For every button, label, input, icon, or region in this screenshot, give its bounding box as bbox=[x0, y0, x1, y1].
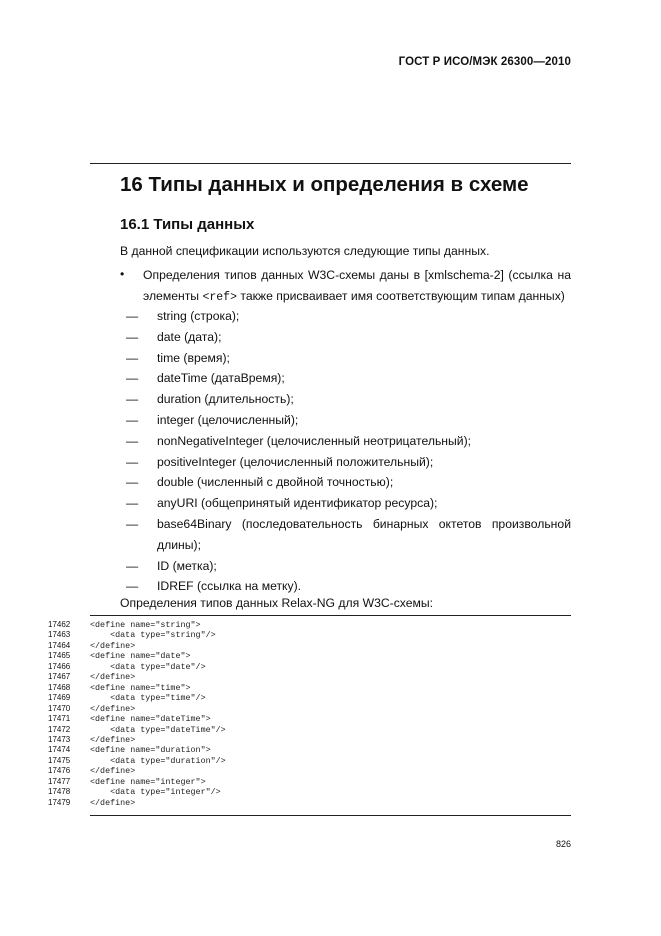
code-line bbox=[48, 787, 571, 797]
document-header: ГОСТ Р ИСО/МЭК 26300—2010 bbox=[398, 56, 571, 68]
list-item bbox=[126, 410, 571, 431]
list-item-text: IDREF (ссылка на метку). bbox=[157, 579, 302, 594]
code-text: <define name="dateTime"> bbox=[90, 714, 211, 725]
code-line bbox=[48, 735, 571, 745]
dash-marker: — bbox=[126, 496, 139, 511]
code-text: </define> bbox=[90, 640, 136, 651]
line-number: 17469 bbox=[48, 693, 71, 703]
code-line bbox=[48, 630, 571, 640]
dash-marker: — bbox=[126, 412, 139, 427]
dash-marker: — bbox=[126, 433, 139, 448]
dash-marker: — bbox=[126, 475, 139, 490]
code-line bbox=[48, 745, 571, 755]
code-text: <data type="date"/> bbox=[90, 661, 206, 672]
code-listing bbox=[48, 620, 571, 808]
code-text: <define name="string"> bbox=[90, 620, 201, 630]
code-text: <data type="integer"/> bbox=[90, 787, 221, 798]
dash-marker: — bbox=[126, 579, 139, 594]
section-title: 16 Типы данных и определения в схеме bbox=[120, 173, 529, 196]
list-item-text: date (дата); bbox=[157, 329, 222, 344]
intro-paragraph: В данной спецификации используются следующие типы данных. bbox=[120, 244, 490, 258]
line-number: 17465 bbox=[48, 651, 71, 661]
data-types-list bbox=[126, 306, 571, 597]
code-line bbox=[48, 662, 571, 672]
line-number: 17475 bbox=[48, 755, 71, 765]
list-item bbox=[126, 306, 571, 327]
code-line bbox=[48, 756, 571, 766]
line-number: 17462 bbox=[48, 620, 71, 629]
line-number: 17478 bbox=[48, 787, 71, 797]
code-text: <data type="dateTime"/> bbox=[90, 724, 226, 735]
dash-marker: — bbox=[126, 371, 139, 386]
list-item bbox=[126, 368, 571, 389]
code-text: <data type="time"/> bbox=[90, 693, 206, 704]
dash-marker: — bbox=[126, 329, 139, 344]
code-line bbox=[48, 620, 571, 630]
list-item bbox=[126, 472, 571, 493]
list-item-text: integer (целочисленный); bbox=[157, 412, 299, 427]
code-text: <define name="integer"> bbox=[90, 776, 206, 787]
list-item-text: positiveInteger (целочисленный положительный); bbox=[157, 454, 434, 469]
list-item bbox=[126, 514, 571, 556]
code-line bbox=[48, 651, 571, 661]
code-text: <data type="string"/> bbox=[90, 630, 216, 641]
code-line bbox=[48, 704, 571, 714]
code-text: </define> bbox=[90, 703, 136, 714]
code-line bbox=[48, 777, 571, 787]
line-number: 17471 bbox=[48, 714, 71, 724]
line-number: 17472 bbox=[48, 724, 71, 734]
list-item-text: double (численный с двойной точностью); bbox=[157, 475, 394, 490]
page-number: 826 bbox=[555, 839, 571, 849]
code-line bbox=[48, 693, 571, 703]
code-text: <define name="date"> bbox=[90, 651, 191, 662]
list-item-text: ID (метка); bbox=[157, 558, 217, 573]
line-number: 17474 bbox=[48, 745, 71, 755]
list-item bbox=[126, 327, 571, 348]
line-number: 17473 bbox=[48, 734, 71, 744]
bullet-text-part-1: Определения типов данных W3C-схемы даны в [xmlschema-2] (ссылка на элементы bbox=[143, 268, 571, 303]
line-number: 17470 bbox=[48, 703, 71, 713]
code-line bbox=[48, 641, 571, 651]
line-number: 17463 bbox=[48, 630, 71, 640]
code-text: <define name="duration"> bbox=[90, 745, 211, 756]
list-item-text: nonNegativeInteger (целочисленный неотрицательный); bbox=[157, 433, 472, 448]
code-text: <data type="duration"/> bbox=[90, 755, 226, 766]
line-number: 17464 bbox=[48, 640, 71, 650]
list-item-text: anyURI (общепринятый идентификатор ресурса); bbox=[157, 496, 438, 511]
code-line bbox=[48, 725, 571, 735]
code-line bbox=[48, 766, 571, 776]
line-number: 17467 bbox=[48, 672, 71, 682]
title-rule bbox=[90, 163, 571, 164]
list-item-text: dateTime (датаВремя); bbox=[157, 371, 285, 386]
list-item-text: base64Binary (последовательность бинарных октетов произвольной длины); bbox=[157, 516, 571, 552]
list-item-text: string (строка); bbox=[157, 309, 240, 323]
list-item bbox=[126, 389, 571, 410]
line-number: 17477 bbox=[48, 776, 71, 786]
subsection-title: 16.1 Типы данных bbox=[120, 216, 255, 233]
code-text: </define> bbox=[90, 672, 136, 683]
code-text: </define> bbox=[90, 734, 136, 745]
dash-marker: — bbox=[126, 558, 139, 573]
code-line bbox=[48, 683, 571, 693]
code-line bbox=[48, 714, 571, 724]
line-number: 17476 bbox=[48, 766, 71, 776]
list-item-text: time (время); bbox=[157, 350, 230, 365]
dash-marker: — bbox=[126, 350, 139, 365]
code-bottom-rule bbox=[90, 815, 571, 816]
dash-marker: — bbox=[126, 392, 139, 407]
line-number: 17479 bbox=[48, 797, 71, 807]
code-line bbox=[48, 798, 571, 808]
dash-marker: — bbox=[126, 454, 139, 469]
bullet-marker: • bbox=[120, 267, 125, 281]
line-number: 17468 bbox=[48, 682, 71, 692]
list-item bbox=[126, 556, 571, 577]
dash-marker: — bbox=[126, 516, 139, 531]
code-text: </define> bbox=[90, 766, 136, 777]
bullet-text-part-2: также присваивает имя соответствующим типам данных) bbox=[236, 289, 565, 303]
code-text: </define> bbox=[90, 797, 136, 808]
code-top-rule bbox=[90, 615, 571, 616]
list-item bbox=[126, 452, 571, 473]
code-line bbox=[48, 672, 571, 682]
line-number: 17466 bbox=[48, 661, 71, 671]
relaxng-intro: Определения типов данных Relax-NG для W3C-схемы: bbox=[120, 596, 434, 610]
dash-marker: — bbox=[126, 309, 139, 323]
list-item bbox=[126, 431, 571, 452]
ref-code-token: <ref> bbox=[202, 291, 237, 304]
list-item-text: duration (длительность); bbox=[157, 392, 294, 407]
list-item bbox=[126, 493, 571, 514]
list-item bbox=[126, 348, 571, 369]
list-item bbox=[126, 576, 571, 597]
bullet-paragraph bbox=[143, 265, 571, 308]
code-text: <define name="time"> bbox=[90, 682, 191, 693]
